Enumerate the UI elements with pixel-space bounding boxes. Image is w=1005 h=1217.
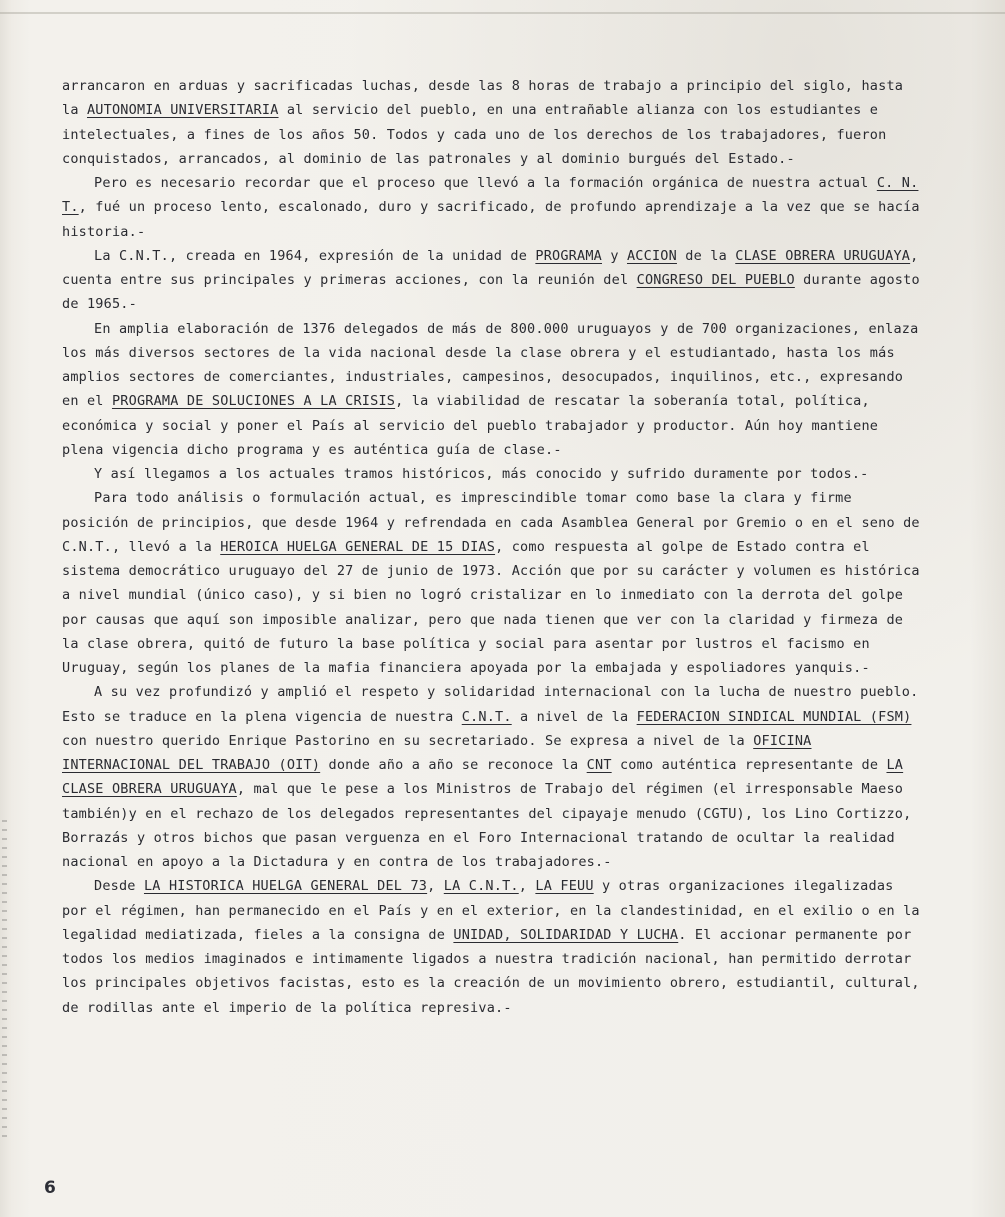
underlined-phrase: UNIDAD, SOLIDARIDAD Y LUCHA bbox=[453, 926, 679, 943]
underlined-phrase: CNT bbox=[586, 757, 612, 773]
text-segment: En amplia elaboración de 1376 delegados de más de 800.000 uruguayos y de 700 organizaciones, enlaza los más diversos sectores de la vida nacional desde la clase obrera y el estudiantado, hasta los más amplios sectores de comerciantes, industriales, campesinos, desocupados, inquilinos, etc., expresando en el bbox=[62, 320, 919, 410]
text-segment: Pero es necesario recordar que el proceso que llevó a la formación orgánica de nuestra actual bbox=[94, 175, 877, 191]
underlined-phrase: PROGRAMA bbox=[535, 247, 602, 264]
text-segment: a nivel de la bbox=[511, 708, 637, 725]
underlined-phrase: CLASE OBRERA URUGUAYA bbox=[735, 247, 911, 264]
underlined-phrase: LA FEUU bbox=[535, 878, 594, 895]
underlined-phrase: ACCION bbox=[626, 247, 677, 264]
text-segment: , la viabilidad de rescatar la soberanía total, política, económica y social y poner el País al servicio del pueblo trabajador y productor. Aún hoy mantiene plena vigencia dicho programa y es auténtica guía de clase.- bbox=[62, 393, 879, 458]
paragraph bbox=[62, 874, 922, 1020]
paragraph bbox=[62, 486, 922, 680]
paragraph bbox=[62, 171, 922, 244]
underlined-phrase: LA CLASE OBRERA URUGUAYA bbox=[62, 757, 904, 798]
text-segment: La C.N.T., creada en 1964, expresión de la unidad de bbox=[94, 247, 536, 264]
underlined-phrase: AUTONOMIA UNIVERSITARIA bbox=[86, 102, 279, 119]
document-body bbox=[62, 74, 922, 1020]
text-segment: y otras organizaciones ilegalizadas por el régimen, han permanecido en el País y en el exterior, en la clandestinidad, en el exilio o en la legalidad mediatizada, fieles a la consigna de bbox=[62, 878, 920, 943]
text-segment: , como respuesta al golpe de Estado contra el sistema democrático uruguayo del 27 de junio de 1973. Acción que por su carácter y volumen es histórica a nivel mundial (único caso), y si bien no logró cristalizar en lo inmediato con la derrota del golpe por causas que aquí son imposible analizar, pero que nada tienen que ver con la claridad y firmeza de la clase obrera, quitó de futuro la base política y social para asentar por lustros el facismo en Uruguay, según los planes de la mafia financiera apoyada por la embajada y espoliadores yanquis.- bbox=[62, 538, 920, 676]
paragraph bbox=[62, 462, 922, 486]
page-number: 6 bbox=[44, 1178, 56, 1198]
text-segment: , cuenta entre sus principales y primeras acciones, con la reunión del bbox=[62, 247, 919, 288]
text-segment: de la bbox=[676, 247, 736, 264]
paragraph bbox=[62, 317, 922, 463]
text-segment: como auténtica representante de bbox=[611, 757, 887, 773]
text-segment: al servicio del pueblo, en una entrañable alianza con los estudiantes e intelectuales, a fines de los años 50. Todos y cada uno de los derechos de los trabajadores, fueron conquistados, arrancados, al dominio de las patronales y al dominio burgués del Estado.- bbox=[62, 102, 887, 167]
text-segment: , bbox=[427, 878, 444, 895]
paragraph bbox=[62, 680, 922, 874]
underlined-phrase: C. N. T. bbox=[62, 175, 919, 216]
text-segment: arrancaron en arduas y sacrificadas luchas, desde las 8 horas de trabajo a principio del siglo, hasta la bbox=[62, 78, 904, 119]
text-segment: durante agosto de 1965.- bbox=[62, 272, 920, 313]
text-segment: , mal que le pese a los Ministros de Trabajo del régimen (el irresponsable Maeso también)y en el rechazo de los delegados representantes del cipayaje menudo (CGTU), los Lino Cortizzo, Borrazás y otros bichos que pasan verguenza en el Foro Internacional tratando de ocultar la realidad nacional en apoyo a la Dictadura y en contra de los trabajadores.- bbox=[62, 781, 912, 870]
text-segment: Y así llegamos a los actuales tramos históricos, más conocido y sufrido duramente por todos.- bbox=[94, 466, 869, 482]
binding-edge-marks bbox=[2, 820, 7, 1140]
underlined-phrase: CONGRESO DEL PUEBLO bbox=[636, 272, 795, 288]
underlined-phrase: HEROICA HUELGA GENERAL DE 15 DIAS bbox=[220, 538, 496, 555]
text-segment: , bbox=[518, 878, 536, 895]
underlined-phrase: LA HISTORICA HUELGA GENERAL DEL 73 bbox=[143, 878, 428, 895]
text-segment: . El accionar permanente por todos los medios imaginados e intimamente ligados a nuestra tradición nacional, han permitido derrotar los principales objetivos facistas, esto es la creación de un movimiento obrero, estudiantil, cultural, de rodillas ante el imperio de la política represiva.- bbox=[62, 926, 920, 1016]
text-segment: Desde bbox=[94, 878, 144, 895]
page-fold-crease bbox=[0, 12, 1005, 14]
underlined-phrase: OFICINA INTERNACIONAL DEL TRABAJO (OIT) bbox=[62, 732, 812, 773]
text-segment: donde año a año se reconoce la bbox=[320, 757, 587, 773]
text-segment: y bbox=[602, 247, 627, 264]
paragraph bbox=[62, 244, 922, 317]
text-segment: , fué un proceso lento, escalonado, duro y sacrificado, de profundo aprendizaje a la vez que se hacía historia.- bbox=[62, 199, 920, 240]
text-segment: A su vez profundizó y amplió el respeto y solidaridad internacional con la lucha de nuestro pueblo. Esto se traduce en la plena vigencia de nuestra bbox=[62, 684, 919, 725]
text-segment: con nuestro querido Enrique Pastorino en su secretariado. Se expresa a nivel de la bbox=[62, 732, 754, 749]
underlined-phrase: C.N.T. bbox=[461, 708, 512, 725]
paragraph bbox=[62, 74, 922, 171]
underlined-phrase: LA C.N.T. bbox=[443, 878, 519, 895]
underlined-phrase: PROGRAMA DE SOLUCIONES A LA CRISIS bbox=[111, 393, 396, 410]
text-segment: Para todo análisis o formulación actual, es imprescindible tomar como base la clara y firme posición de principios, que desde 1964 y refrendada en cada Asamblea General por Gremio o en el seno de C.N.T., llevó a la bbox=[62, 490, 920, 555]
underlined-phrase: FEDERACION SINDICAL MUNDIAL (FSM) bbox=[636, 708, 912, 725]
